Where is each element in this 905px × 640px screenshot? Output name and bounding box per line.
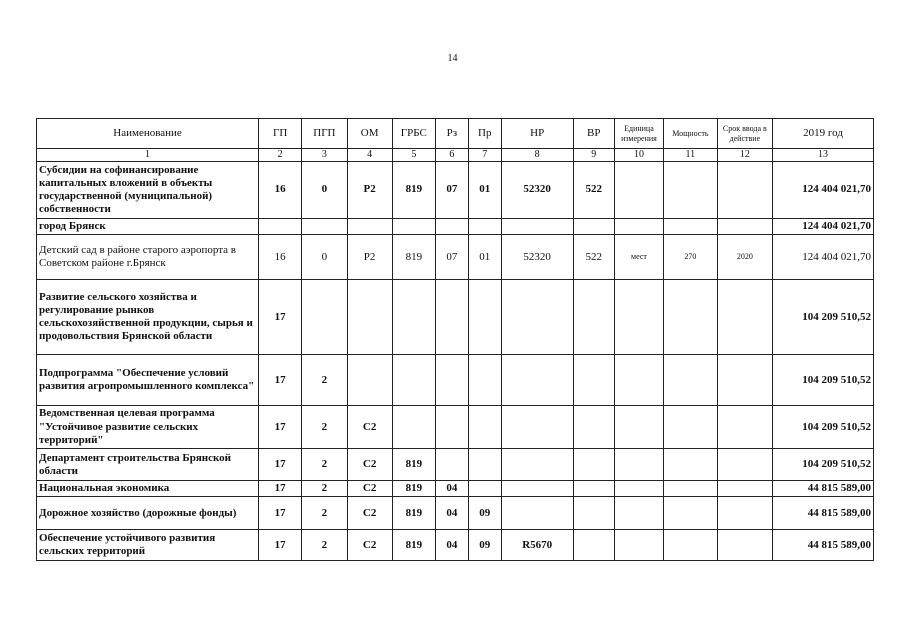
row-term — [717, 162, 773, 219]
row-capacity — [664, 449, 717, 481]
table-row — [37, 481, 874, 497]
column-number: 1 — [37, 149, 259, 162]
row-capacity — [664, 481, 717, 497]
row-vr: 522 — [573, 162, 614, 219]
row-np — [501, 355, 573, 406]
row-term — [717, 280, 773, 355]
column-number: 3 — [302, 149, 347, 162]
row-sum: 104 209 510,52 — [773, 280, 874, 355]
row-rz — [435, 280, 468, 355]
row-vr — [573, 280, 614, 355]
row-name: Подпрограмма "Обеспечение условий развития агропромышленного комплекса" — [37, 355, 259, 406]
row-grbs: 819 — [392, 530, 435, 561]
row-pr: 01 — [468, 235, 501, 280]
row-grbs: 819 — [392, 497, 435, 530]
row-sum: 44 815 589,00 — [773, 481, 874, 497]
header-unit: Единица измерения — [614, 119, 663, 149]
row-om: P2 — [347, 235, 392, 280]
row-om — [347, 355, 392, 406]
row-rz: 04 — [435, 530, 468, 561]
row-unit: мест — [614, 235, 663, 280]
row-name: Субсидии на софинансирование капитальных вложений в объекты государственной (муниципальной) собственности — [37, 162, 259, 219]
row-om: P2 — [347, 162, 392, 219]
row-capacity — [664, 355, 717, 406]
row-sum: 44 815 589,00 — [773, 530, 874, 561]
row-sum: 44 815 589,00 — [773, 497, 874, 530]
row-name: Дорожное хозяйство (дорожные фонды) — [37, 497, 259, 530]
table-row — [37, 235, 874, 280]
row-om — [347, 219, 392, 235]
row-rz: 04 — [435, 481, 468, 497]
row-gp: 16 — [259, 162, 302, 219]
row-name: Развитие сельского хозяйства и регулирование рынков сельскохозяйственной продукции, сырья и продовольствия Брянской области — [37, 280, 259, 355]
row-pr — [468, 406, 501, 449]
header-capacity: Мощность — [664, 119, 717, 149]
row-vr — [573, 449, 614, 481]
column-number: 4 — [347, 149, 392, 162]
row-ppgp: 2 — [302, 530, 347, 561]
header-row — [37, 119, 874, 149]
row-grbs — [392, 219, 435, 235]
row-pr: 09 — [468, 497, 501, 530]
row-grbs: 819 — [392, 449, 435, 481]
row-om — [347, 280, 392, 355]
page-number: 14 — [447, 53, 458, 64]
column-number: 10 — [614, 149, 663, 162]
row-rz — [435, 219, 468, 235]
row-name: город Брянск — [37, 219, 259, 235]
row-grbs — [392, 280, 435, 355]
row-unit — [614, 449, 663, 481]
row-capacity — [664, 406, 717, 449]
row-ppgp: 2 — [302, 481, 347, 497]
column-number: 12 — [717, 149, 773, 162]
row-grbs — [392, 355, 435, 406]
row-pr — [468, 355, 501, 406]
row-gp: 17 — [259, 497, 302, 530]
column-number: 5 — [392, 149, 435, 162]
row-name: Детский сад в районе старого аэропорта в Советском районе г.Брянск — [37, 235, 259, 280]
row-rz: 07 — [435, 235, 468, 280]
row-capacity: 270 — [664, 235, 717, 280]
row-gp: 16 — [259, 235, 302, 280]
row-vr — [573, 497, 614, 530]
row-gp: 17 — [259, 449, 302, 481]
row-grbs: 819 — [392, 481, 435, 497]
row-pr: 01 — [468, 162, 501, 219]
row-ppgp: 2 — [302, 406, 347, 449]
row-grbs: 819 — [392, 162, 435, 219]
row-rz: 04 — [435, 497, 468, 530]
row-ppgp — [302, 280, 347, 355]
row-unit — [614, 406, 663, 449]
row-ppgp: 0 — [302, 162, 347, 219]
row-vr — [573, 355, 614, 406]
row-np: R5670 — [501, 530, 573, 561]
row-gp — [259, 219, 302, 235]
table-row — [37, 162, 874, 219]
header-rz: Рз — [435, 119, 468, 149]
row-term — [717, 406, 773, 449]
row-vr — [573, 219, 614, 235]
row-rz — [435, 355, 468, 406]
row-unit — [614, 355, 663, 406]
row-name: Обеспечение устойчивого развития сельских территорий — [37, 530, 259, 561]
row-term: 2020 — [717, 235, 773, 280]
row-sum: 104 209 510,52 — [773, 355, 874, 406]
row-capacity — [664, 219, 717, 235]
row-pr — [468, 280, 501, 355]
column-number: 6 — [435, 149, 468, 162]
header-year: 2019 год — [773, 119, 874, 149]
column-number: 11 — [664, 149, 717, 162]
row-gp: 17 — [259, 280, 302, 355]
row-gp: 17 — [259, 481, 302, 497]
row-om: C2 — [347, 497, 392, 530]
row-gp: 17 — [259, 530, 302, 561]
row-name: Департамент строительства Брянской области — [37, 449, 259, 481]
row-np — [501, 219, 573, 235]
budget-table — [36, 118, 874, 561]
row-unit — [614, 219, 663, 235]
row-pr — [468, 219, 501, 235]
row-ppgp: 2 — [302, 449, 347, 481]
table-row — [37, 355, 874, 406]
row-om: C2 — [347, 481, 392, 497]
row-sum: 124 404 021,70 — [773, 219, 874, 235]
row-np — [501, 406, 573, 449]
row-name: Ведомственная целевая программа "Устойчивое развитие сельских территорий" — [37, 406, 259, 449]
row-sum: 104 209 510,52 — [773, 449, 874, 481]
row-np — [501, 497, 573, 530]
row-rz — [435, 406, 468, 449]
row-sum: 124 404 021,70 — [773, 162, 874, 219]
row-np — [501, 280, 573, 355]
table-row — [37, 530, 874, 561]
row-sum: 124 404 021,70 — [773, 235, 874, 280]
header-term: Срок ввода в действие — [717, 119, 773, 149]
column-number: 7 — [468, 149, 501, 162]
row-term — [717, 497, 773, 530]
header-om: ОМ — [347, 119, 392, 149]
header-pr: Пр — [468, 119, 501, 149]
row-ppgp: 2 — [302, 497, 347, 530]
row-term — [717, 481, 773, 497]
row-grbs — [392, 406, 435, 449]
row-vr — [573, 406, 614, 449]
row-rz — [435, 449, 468, 481]
table-row — [37, 280, 874, 355]
row-np: 52320 — [501, 235, 573, 280]
header-ppgp: ПГП — [302, 119, 347, 149]
row-np: 52320 — [501, 162, 573, 219]
row-unit — [614, 481, 663, 497]
row-gp: 17 — [259, 406, 302, 449]
header-grbs: ГРБС — [392, 119, 435, 149]
header-vr: ВР — [573, 119, 614, 149]
row-ppgp — [302, 219, 347, 235]
column-number: 8 — [501, 149, 573, 162]
row-grbs: 819 — [392, 235, 435, 280]
row-unit — [614, 280, 663, 355]
row-ppgp: 2 — [302, 355, 347, 406]
row-ppgp: 0 — [302, 235, 347, 280]
header-np: НР — [501, 119, 573, 149]
row-np — [501, 449, 573, 481]
row-vr — [573, 530, 614, 561]
row-gp: 17 — [259, 355, 302, 406]
row-term — [717, 449, 773, 481]
column-number: 9 — [573, 149, 614, 162]
row-rz: 07 — [435, 162, 468, 219]
column-number: 2 — [259, 149, 302, 162]
column-number-row — [37, 149, 874, 162]
row-np — [501, 481, 573, 497]
row-om: C2 — [347, 449, 392, 481]
row-unit — [614, 497, 663, 530]
row-unit — [614, 162, 663, 219]
row-unit — [614, 530, 663, 561]
header-name: Наименование — [37, 119, 259, 149]
table-row — [37, 406, 874, 449]
row-om: C2 — [347, 406, 392, 449]
table-row — [37, 449, 874, 481]
row-vr: 522 — [573, 235, 614, 280]
column-number: 13 — [773, 149, 874, 162]
row-name: Национальная экономика — [37, 481, 259, 497]
row-sum: 104 209 510,52 — [773, 406, 874, 449]
row-capacity — [664, 280, 717, 355]
row-pr — [468, 481, 501, 497]
row-om: C2 — [347, 530, 392, 561]
row-term — [717, 530, 773, 561]
row-capacity — [664, 530, 717, 561]
table-row — [37, 497, 874, 530]
row-term — [717, 355, 773, 406]
row-pr: 09 — [468, 530, 501, 561]
row-capacity — [664, 497, 717, 530]
row-pr — [468, 449, 501, 481]
row-capacity — [664, 162, 717, 219]
row-term — [717, 219, 773, 235]
table-row — [37, 219, 874, 235]
header-gp: ГП — [259, 119, 302, 149]
row-vr — [573, 481, 614, 497]
